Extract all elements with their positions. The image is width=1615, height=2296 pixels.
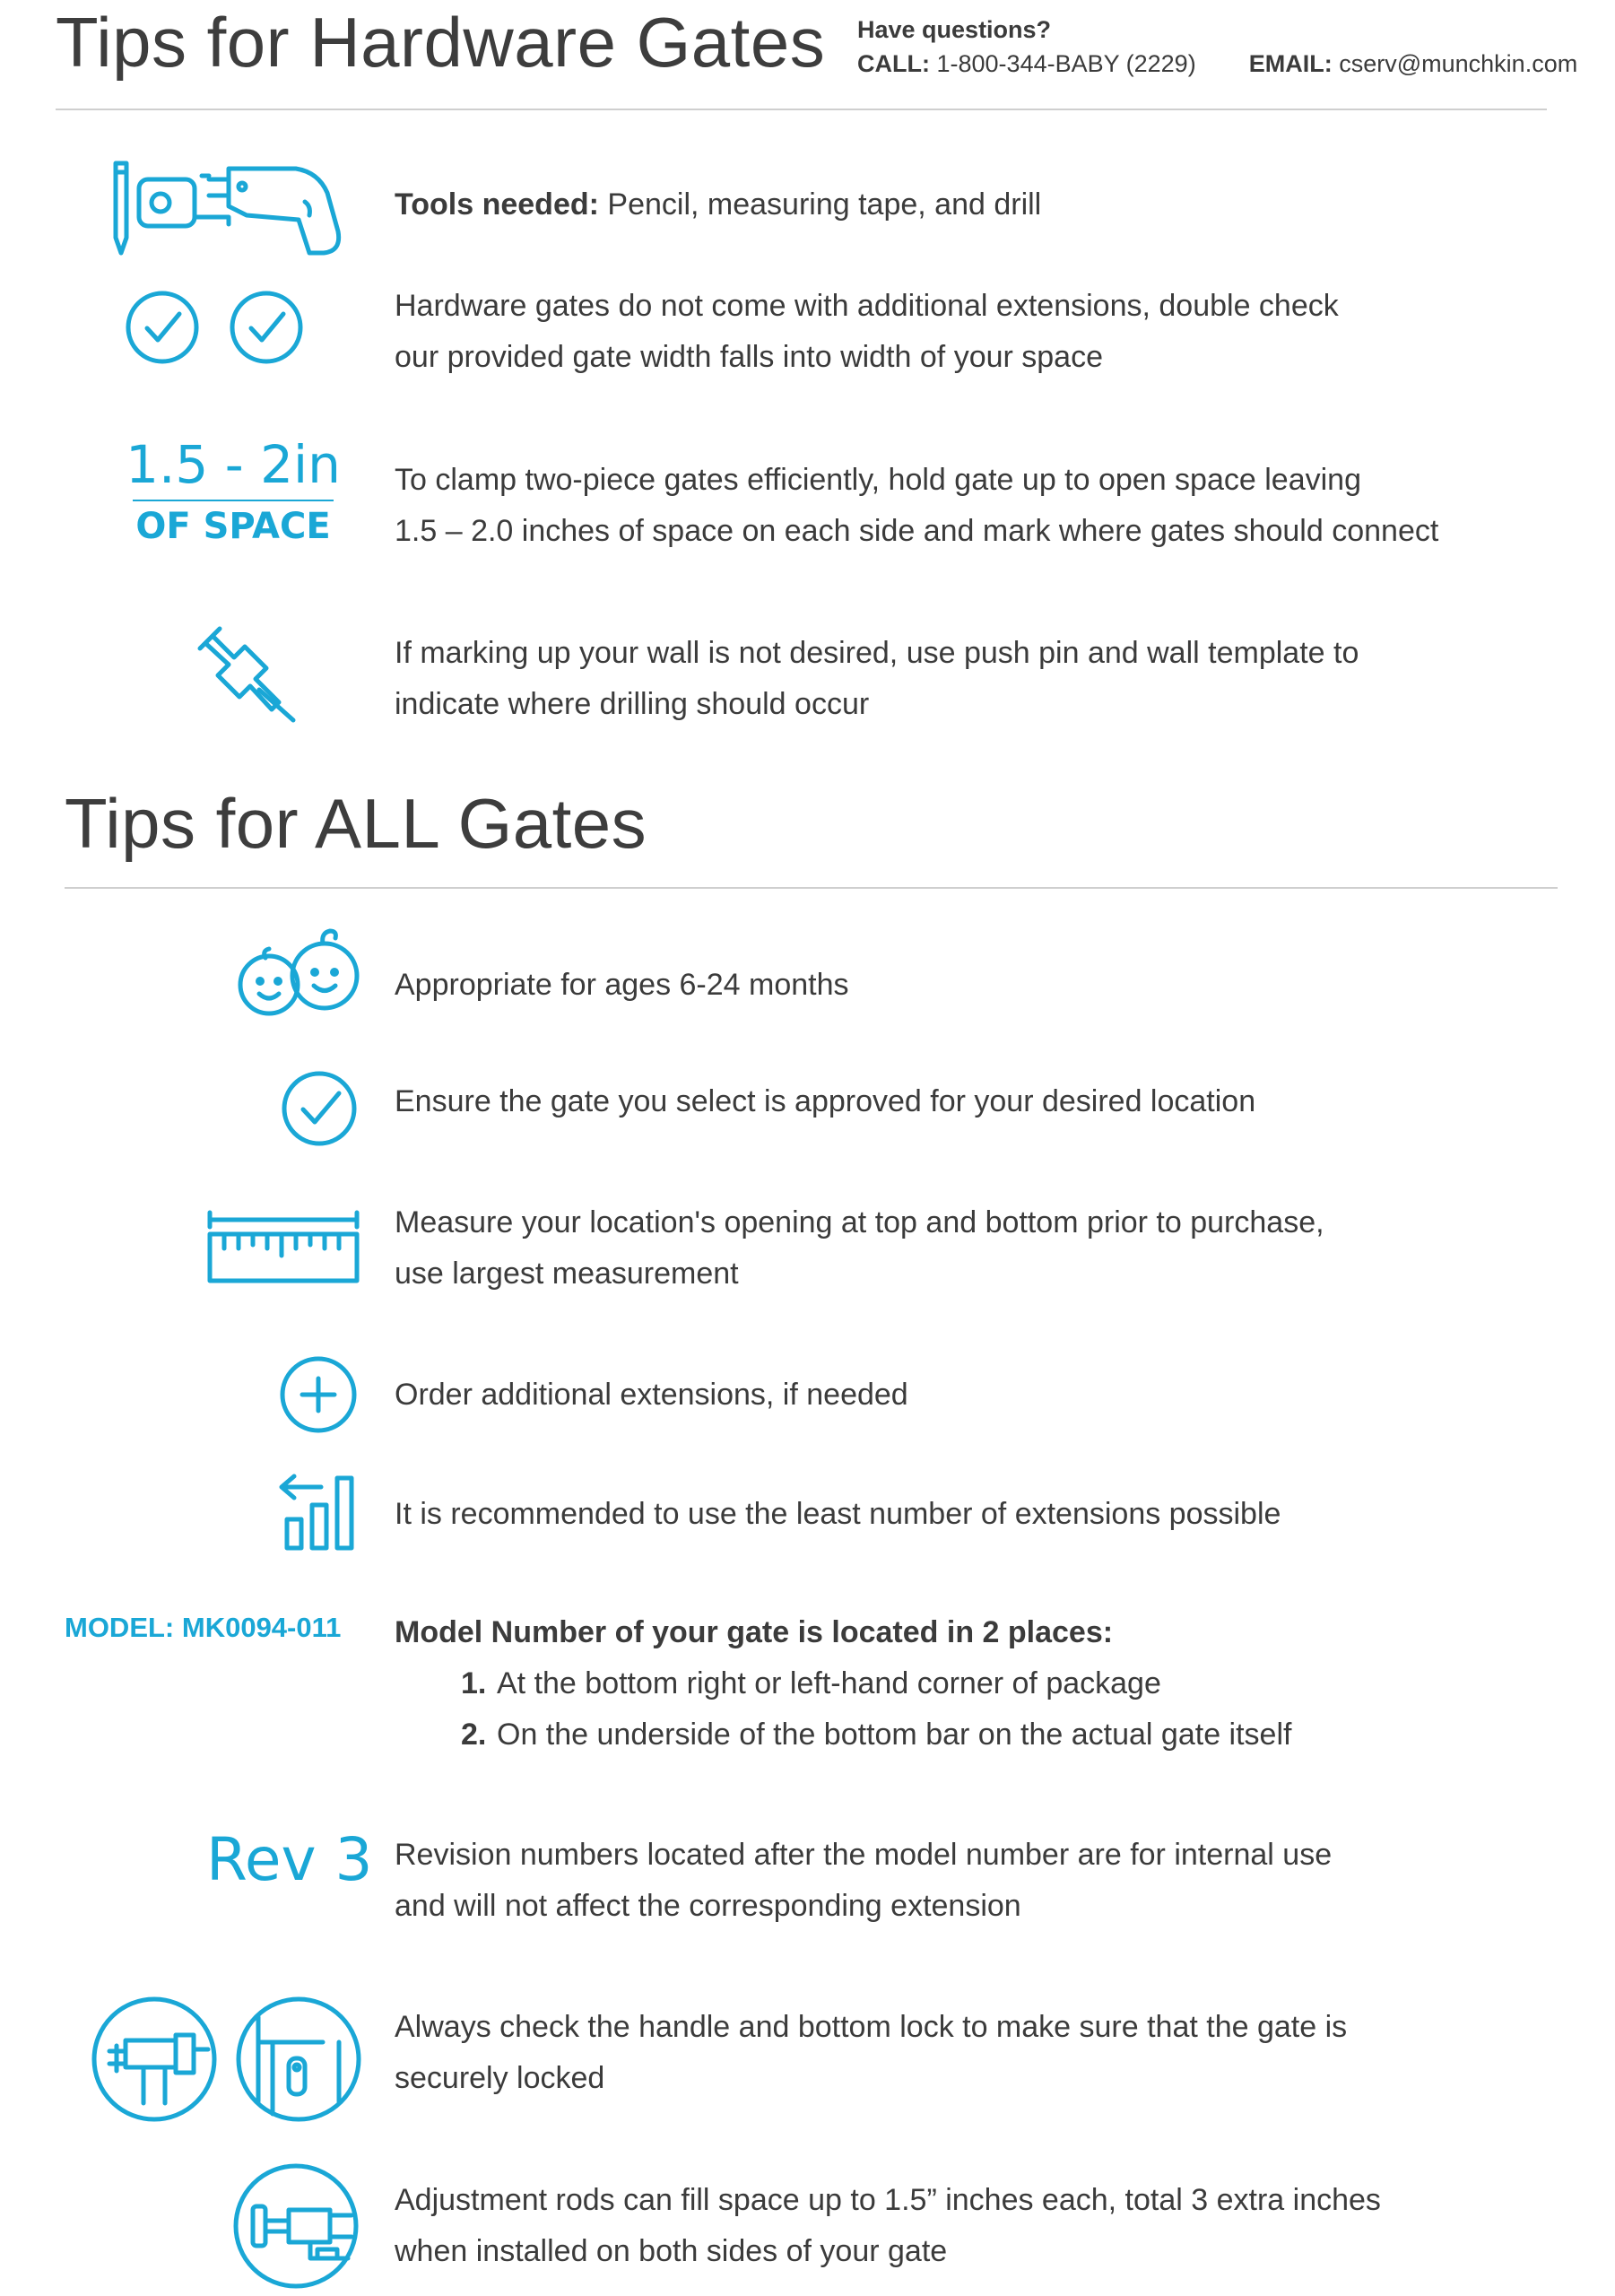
tools-text: Tools needed: Pencil, measuring tape, and drill bbox=[395, 187, 1042, 222]
gate-lock-icons bbox=[90, 1996, 363, 2123]
extensions-text: Hardware gates do not come with additional extensions, double check our provided gate width falls into width of your space bbox=[395, 289, 1339, 374]
rods-text: Adjustment rods can fill space up to 1.5” inches each, total 3 extra inches when installed on both sides of your gate bbox=[395, 2183, 1381, 2268]
model-heading: Model Number of your gate is located in 2 places: bbox=[395, 1615, 1114, 1649]
space-badge-value: 1.5 - 2in bbox=[126, 434, 341, 495]
header-divider bbox=[56, 109, 1547, 110]
all-gates-title: Tips for ALL Gates bbox=[65, 784, 647, 863]
adjustment-rod-icon bbox=[231, 2161, 360, 2291]
list-item: 2. On the underside of the bottom bar on the actual gate itself bbox=[461, 1718, 1292, 1752]
hardware-title: Tips for Hardware Gates bbox=[56, 3, 826, 82]
pin-text: If marking up your wall is not desired, use push pin and wall template to indicate where drilling should occur bbox=[395, 636, 1359, 721]
contact-block bbox=[857, 13, 1577, 81]
email-label: EMAIL: bbox=[1248, 50, 1333, 77]
approved-text: Ensure the gate you select is approved for your desired location bbox=[395, 1084, 1256, 1118]
order-text: Order additional extensions, if needed bbox=[395, 1378, 908, 1412]
double-check-icon bbox=[124, 289, 307, 366]
model-list bbox=[461, 1658, 1291, 1761]
tools-icon bbox=[103, 152, 354, 260]
rev-badge: Rev 3 bbox=[206, 1825, 373, 1894]
least-text: It is recommended to use the least number of extensions possible bbox=[395, 1497, 1281, 1531]
list-item: 1. At the bottom right or left-hand corner of package bbox=[461, 1666, 1161, 1700]
lock-text: Always check the handle and bottom lock to make sure that the gate is securely locked bbox=[395, 2010, 1348, 2095]
rev-text: Revision numbers located after the model number are for internal use and will not affect the corresponding extension bbox=[395, 1838, 1333, 1923]
space-badge-label: OF SPACE bbox=[135, 506, 331, 547]
decreasing-bars-icon bbox=[278, 1471, 360, 1552]
email-link[interactable]: cserv@munchkin.com bbox=[1339, 50, 1578, 77]
model-badge: MODEL: MK0094-011 bbox=[65, 1612, 342, 1643]
ruler-icon bbox=[206, 1209, 360, 1284]
clamp-text: To clamp two-piece gates efficiently, hold gate up to open space leaving 1.5 – 2.0 inches of space on each side and mark where gates should connect bbox=[395, 463, 1439, 548]
babies-icon bbox=[235, 926, 362, 1019]
space-badge bbox=[126, 433, 341, 552]
call-label: CALL: bbox=[857, 50, 930, 77]
call-number-link[interactable]: 1-800-344-BABY (2229) bbox=[936, 50, 1196, 77]
measure-text: Measure your location's opening at top and bottom prior to purchase, use largest measurement bbox=[395, 1205, 1324, 1291]
check-icon bbox=[280, 1069, 359, 1148]
all-gates-divider bbox=[65, 887, 1558, 889]
plus-icon bbox=[278, 1354, 359, 1435]
push-pin-icon bbox=[193, 623, 300, 724]
ages-text: Appropriate for ages 6-24 months bbox=[395, 968, 849, 1002]
contact-question: Have questions? bbox=[857, 16, 1052, 43]
